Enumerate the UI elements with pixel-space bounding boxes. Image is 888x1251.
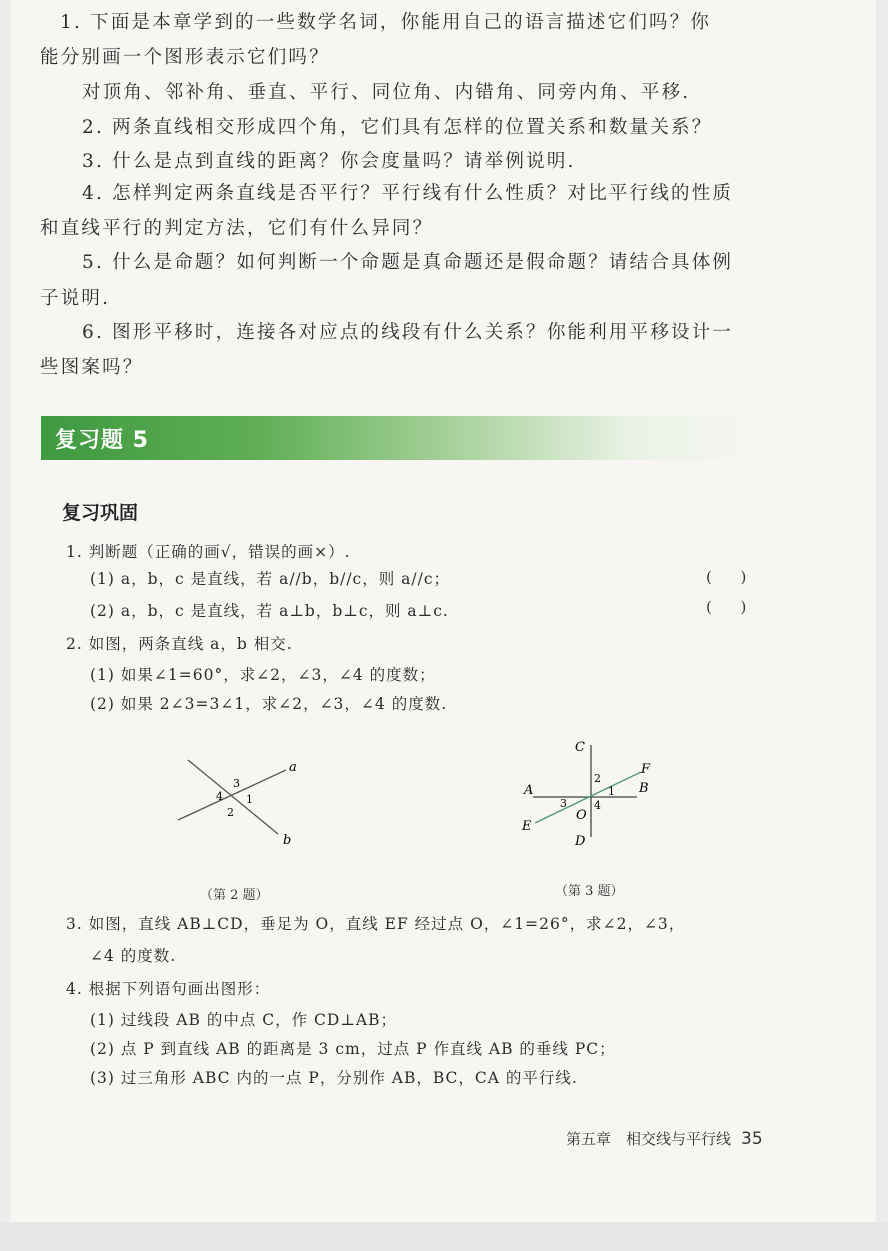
answer-parentheses-1: ( ) xyxy=(706,568,747,586)
question-6-line-1: 6. 图形平移时，连接各对应点的线段有什么关系？你能利用平移设计一 xyxy=(82,322,734,343)
question-4-line-2: 和直线平行的判定方法，它们有什么异同？ xyxy=(40,218,434,239)
figure-q3 xyxy=(515,737,675,857)
figure-q2 xyxy=(170,752,320,852)
angle-3: 3 xyxy=(233,777,240,790)
page-number: 35 xyxy=(741,1129,763,1149)
exercise-2: 2. 如图，两条直线 a，b 相交. xyxy=(66,635,293,653)
exercise-1: 1. 判断题（正确的画√，错误的画×）. xyxy=(66,543,351,561)
answer-parentheses-2: ( ) xyxy=(706,598,747,616)
label-B: B xyxy=(639,781,649,796)
exercise-2-part-2: (2) 如果 2∠3=3∠1，求∠2，∠3，∠4 的度数. xyxy=(90,695,448,713)
exercise-4: 4. 根据下列语句画出图形： xyxy=(66,980,271,998)
line-b xyxy=(188,760,278,834)
exercise-3-line-1: 3. 如图，直线 AB⊥CD，垂足为 O，直线 EF 经过点 O，∠1=26°，求∠2，∠3， xyxy=(66,915,686,933)
label-C: C xyxy=(575,740,585,755)
label-F: F xyxy=(641,762,651,777)
review-banner xyxy=(41,416,761,460)
label-D: D xyxy=(575,834,586,849)
section-heading: 复习巩固 xyxy=(62,502,139,524)
question-5-line-2: 子说明. xyxy=(40,288,111,309)
scan-bottom-edge xyxy=(0,1222,888,1251)
question-3: 3. 什么是点到直线的距离？你会度量吗？请举例说明. xyxy=(82,151,576,172)
page-footer xyxy=(566,1128,763,1149)
question-5-line-1: 5. 什么是命题？如何判断一个命题是真命题还是假命题？请结合具体例 xyxy=(82,252,734,273)
figure-q3-caption: （第 3 题） xyxy=(555,884,624,899)
chapter-title: 第五章 相交线与平行线 xyxy=(566,1130,732,1148)
angle-4: 4 xyxy=(594,799,601,812)
banner-title: 复习题 5 xyxy=(55,428,149,453)
question-6-line-2: 些图案吗？ xyxy=(40,357,144,378)
angle-1: 1 xyxy=(608,785,615,798)
exercise-1-statement-2: (2) a，b，c 是直线，若 a⊥b，b⊥c，则 a⊥c. xyxy=(90,602,449,620)
exercise-4-part-2: (2) 点 P 到直线 AB 的距离是 3 cm，过点 P 作直线 AB 的垂线 PC； xyxy=(90,1040,616,1058)
exercise-2-part-1: (1) 如果∠1=60°，求∠2，∠3，∠4 的度数； xyxy=(90,666,436,684)
label-a: a xyxy=(289,760,297,775)
label-A: A xyxy=(524,783,534,798)
angle-4: 4 xyxy=(216,790,223,803)
question-2: 2. 两条直线相交形成四个角，它们具有怎样的位置关系和数量关系？ xyxy=(82,117,713,138)
exercise-1-statement-1: (1) a，b，c 是直线，若 a//b，b//c，则 a//c； xyxy=(90,570,451,588)
label-b: b xyxy=(283,833,292,848)
question-1-term-list: 对顶角、邻补角、垂直、平行、同位角、内错角、同旁内角、平移. xyxy=(82,82,691,103)
figure-q2-caption: （第 2 题） xyxy=(200,888,269,903)
angle-2: 2 xyxy=(227,806,234,819)
question-4-line-1: 4. 怎样判定两条直线是否平行？平行线有什么性质？对比平行线的性质 xyxy=(82,183,734,204)
label-E: E xyxy=(522,819,532,834)
exercise-4-part-1: (1) 过线段 AB 的中点 C，作 CD⊥AB； xyxy=(90,1011,397,1029)
label-O: O xyxy=(576,808,587,823)
exercise-4-part-3: (3) 过三角形 ABC 内的一点 P，分别作 AB，BC，CA 的平行线. xyxy=(90,1069,578,1087)
angle-1: 1 xyxy=(246,793,253,806)
question-1-line-2: 能分别画一个图形表示它们吗？ xyxy=(40,47,330,68)
angle-2: 2 xyxy=(594,772,601,785)
exercise-3-line-2: ∠4 的度数. xyxy=(90,947,177,965)
question-1-line-1: 1. 下面是本章学到的一些数学名词，你能用自己的语言描述它们吗？你 xyxy=(60,12,712,33)
angle-3: 3 xyxy=(560,797,567,810)
